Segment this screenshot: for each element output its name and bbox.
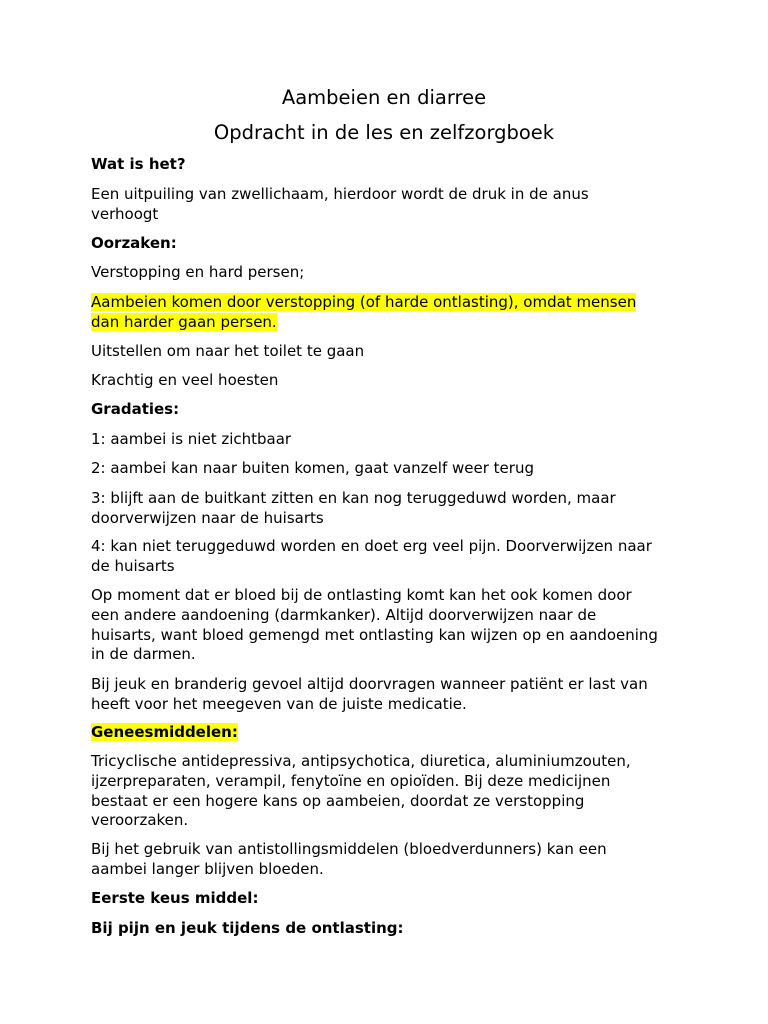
text-line: Bij jeuk en branderig gevoel altijd doorvragen wanneer patiënt er last van — [91, 675, 648, 693]
paragraph-jeuk — [91, 675, 691, 715]
highlighted-text: Aambeien komen door verstopping (of harde ontlasting), omdat mensen — [91, 293, 637, 311]
heading-eerste-keus: Eerste keus middel: — [91, 889, 259, 907]
text-line: Op moment dat er bloed bij de ontlasting komt kan het ook komen door — [91, 586, 632, 604]
text-line: in de darmen. — [91, 645, 196, 664]
paragraph-gradatie-4 — [91, 537, 691, 577]
paragraph-wat-is-het — [91, 185, 691, 225]
heading-geneesmiddelen — [91, 723, 691, 743]
text-line: doorverwijzen naar de huisarts — [91, 508, 324, 527]
text-line: Tricyclische antidepressiva, antipsychotica, diuretica, aluminiumzouten, — [91, 752, 631, 770]
heading-oorzaken: Oorzaken: — [91, 234, 177, 252]
paragraph-bloed — [91, 586, 691, 665]
paragraph-gradatie-1: 1: aambei is niet zichtbaar — [91, 430, 292, 448]
text-line: aambei langer blijven bloeden. — [91, 859, 324, 878]
text-line: veroorzaken. — [91, 811, 189, 830]
text-line: ijzerpreparaten, verampil, fenytoïne en opioïden. Bij deze medicijnen — [91, 771, 611, 790]
paragraph-antistolling — [91, 840, 691, 880]
heading-gradaties: Gradaties: — [91, 400, 180, 418]
paragraph-oorzaak-2: Uitstellen om naar het toilet te gaan — [91, 342, 365, 360]
text-line: 3: blijft aan de buitkant zitten en kan nog teruggeduwd worden, maar — [91, 489, 616, 507]
text-line: Bij het gebruik van antistollingsmiddelen (bloedverdunners) kan een — [91, 840, 607, 858]
paragraph-gradatie-2: 2: aambei kan naar buiten komen, gaat vanzelf weer terug — [91, 459, 534, 477]
text-line: Een uitpuiling van zwellichaam, hierdoor wordt de druk in de anus — [91, 185, 589, 203]
document-subtitle: Opdracht in de les en zelfzorgboek — [213, 121, 555, 144]
paragraph-gradatie-3 — [91, 489, 691, 529]
paragraph-oorzaak-highlight — [91, 293, 691, 333]
text-line: huisarts, want bloed gemengd met ontlasting kan wijzen op en aandoening — [91, 625, 658, 644]
text-line: een andere aandoening (darmkanker). Altijd doorverwijzen naar de — [91, 605, 597, 624]
text-line: verhoogt — [91, 204, 159, 223]
text-line: 4: kan niet teruggeduwd worden en doet erg veel pijn. Doorverwijzen naar — [91, 537, 652, 555]
text-line: heeft voor het meegeven van de juiste medicatie. — [91, 694, 467, 713]
paragraph-oorzaak-1: Verstopping en hard persen; — [91, 263, 305, 281]
document-title: Aambeien en diarree — [281, 86, 487, 109]
highlighted-heading: Geneesmiddelen: — [91, 723, 238, 741]
text-line: bestaat er een hogere kans op aambeien, doordat ze verstopping — [91, 791, 585, 810]
paragraph-oorzaak-3: Krachtig en veel hoesten — [91, 371, 279, 389]
heading-pijn-jeuk: Bij pijn en jeuk tijdens de ontlasting: — [91, 919, 404, 937]
heading-wat-is-het: Wat is het? — [91, 155, 186, 173]
text-line: de huisarts — [91, 556, 175, 575]
paragraph-geneesmiddelen — [91, 752, 691, 831]
highlighted-text: dan harder gaan persen. — [91, 312, 277, 331]
